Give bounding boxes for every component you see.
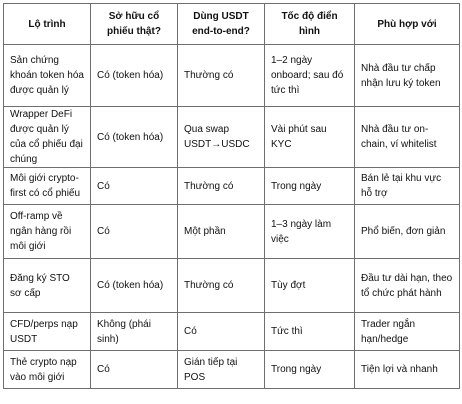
cell-typical-speed: Tùy đợt	[265, 259, 355, 313]
cell-real-ownership: Có	[91, 205, 178, 259]
cell-real-ownership: Có (token hóa)	[91, 259, 178, 313]
header-suitable-for: Phù hợp với	[355, 4, 460, 45]
cell-typical-speed: Vài phút sau KYC	[265, 107, 355, 168]
table-row	[4, 313, 460, 351]
cell-typical-speed: 1–3 ngày làm việc	[265, 205, 355, 259]
cell-typical-speed: Trong ngày	[265, 168, 355, 205]
cell-real-ownership: Không (phái sinh)	[91, 313, 178, 351]
cell-route: Thẻ crypto nạp vào môi giới	[4, 351, 91, 389]
table-row	[4, 259, 460, 313]
cell-real-ownership: Có	[91, 351, 178, 389]
cell-usdt-end-to-end: Thường có	[178, 45, 265, 107]
cell-real-ownership: Có (token hóa)	[91, 45, 178, 107]
cell-route: Sản chứng khoán token hóa được quản lý	[4, 45, 91, 107]
table-row	[4, 107, 460, 168]
cell-suitable-for: Nhà đầu tư on-chain, ví whitelist	[355, 107, 460, 168]
comparison-table-container	[3, 3, 459, 389]
header-usdt-end-to-end: Dùng USDT end-to-end?	[178, 4, 265, 45]
cell-usdt-end-to-end: Có	[178, 313, 265, 351]
table-header	[4, 4, 460, 45]
cell-route: Môi giới crypto-first có cổ phiếu	[4, 168, 91, 205]
cell-route: CFD/perps nạp USDT	[4, 313, 91, 351]
cell-route: Wrapper DeFi được quản lý của cổ phiếu đại chúng	[4, 107, 91, 168]
header-typical-speed: Tốc độ điển hình	[265, 4, 355, 45]
cell-suitable-for: Tiện lợi và nhanh	[355, 351, 460, 389]
cell-real-ownership: Có (token hóa)	[91, 107, 178, 168]
cell-usdt-end-to-end: Một phần	[178, 205, 265, 259]
cell-usdt-end-to-end: Gián tiếp tại POS	[178, 351, 265, 389]
cell-usdt-end-to-end: Qua swap USDT→USDC	[178, 107, 265, 168]
cell-suitable-for: Bán lẻ tại khu vực hỗ trợ	[355, 168, 460, 205]
table-row	[4, 351, 460, 389]
cell-route: Off-ramp về ngân hàng rồi môi giới	[4, 205, 91, 259]
comparison-table	[3, 3, 460, 389]
cell-suitable-for: Nhà đầu tư chấp nhận lưu ký token	[355, 45, 460, 107]
cell-suitable-for: Đầu tư dài hạn, theo tổ chức phát hành	[355, 259, 460, 313]
cell-usdt-end-to-end: Thường có	[178, 259, 265, 313]
header-row	[4, 4, 460, 45]
header-route: Lộ trình	[4, 4, 91, 45]
cell-typical-speed: 1–2 ngày onboard; sau đó tức thì	[265, 45, 355, 107]
cell-suitable-for: Trader ngắn hạn/hedge	[355, 313, 460, 351]
cell-usdt-end-to-end: Thường có	[178, 168, 265, 205]
cell-typical-speed: Trong ngày	[265, 351, 355, 389]
table-row	[4, 45, 460, 107]
table-row	[4, 168, 460, 205]
cell-route: Đăng ký STO sơ cấp	[4, 259, 91, 313]
cell-suitable-for: Phổ biến, đơn giản	[355, 205, 460, 259]
header-real-ownership: Sở hữu cổ phiếu thật?	[91, 4, 178, 45]
cell-real-ownership: Có	[91, 168, 178, 205]
table-body	[4, 45, 460, 389]
cell-typical-speed: Tức thì	[265, 313, 355, 351]
table-row	[4, 205, 460, 259]
